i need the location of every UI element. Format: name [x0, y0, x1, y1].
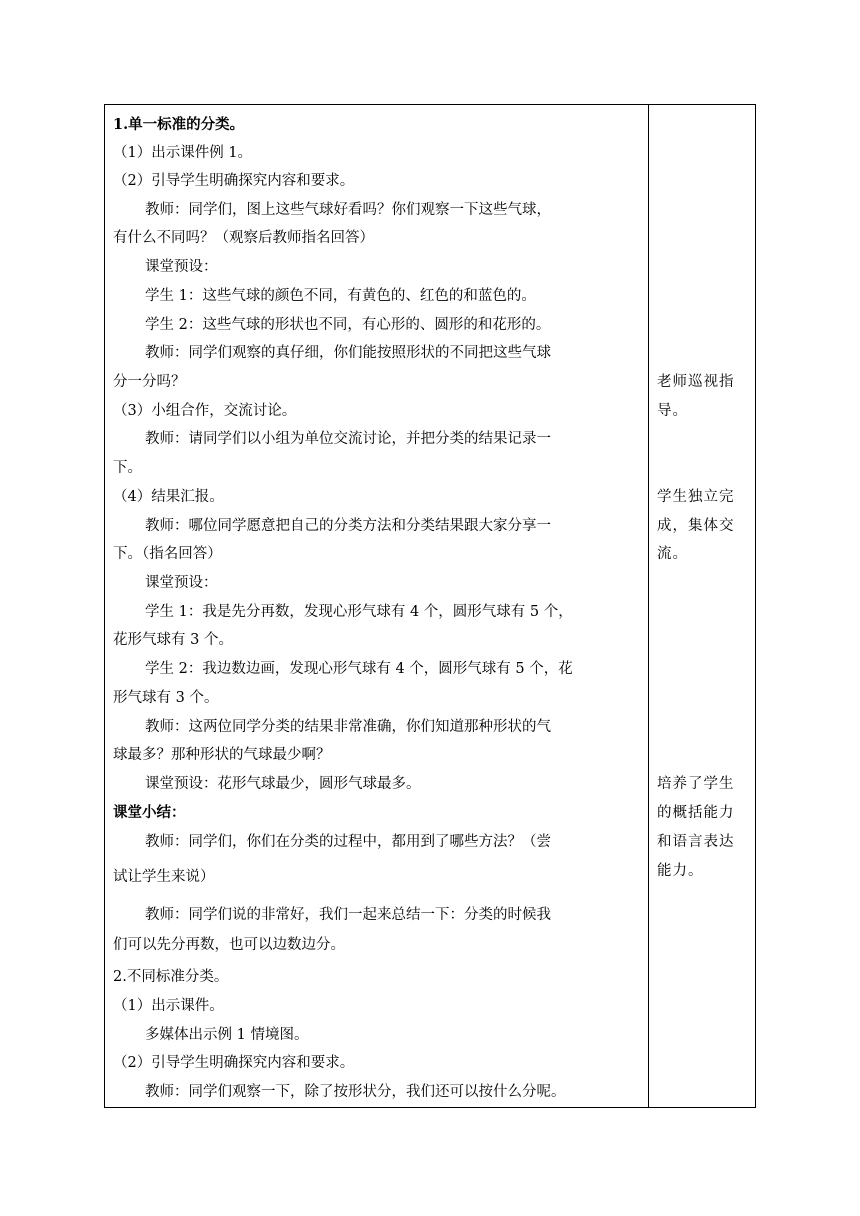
dialogue-line: 有什么不同吗？（观察后教师指名回答） — [113, 230, 374, 246]
side-note-line: 导。 — [657, 403, 688, 419]
dialogue-line: 教师：同学们，图上这些气球好看吗？你们观察一下这些气球， — [145, 202, 551, 218]
design-intent-column — [649, 105, 755, 1107]
dialogue-line: 形气球有 3 个。 — [113, 690, 219, 706]
dialogue-line: 教师：同学们说的非常好，我们一起来总结一下：分类的时候我 — [145, 907, 551, 923]
dialogue-line: 下。（指名回答） — [113, 546, 222, 562]
side-note-line: 成，集体交 — [657, 518, 735, 534]
side-note-line: 学生独立完 — [657, 489, 735, 505]
dialogue-line: 学生 2：这些气球的形状也不同，有心形的、圆形的和花形的。 — [145, 317, 551, 333]
side-note-line: 老师巡视指 — [657, 374, 735, 390]
dialogue-line: 教师：哪位同学愿意把自己的分类方法和分类结果跟大家分享一 — [145, 518, 551, 534]
section-heading: 2.不同标准分类。 — [113, 969, 229, 985]
preset-label: 课堂预设： — [145, 259, 218, 275]
step-line: （2）引导学生明确探究内容和要求。 — [113, 1055, 355, 1071]
dialogue-line: 们可以先分再数，也可以边数边分。 — [113, 937, 345, 953]
step-line: （3）小组合作，交流讨论。 — [113, 403, 297, 419]
side-note-line: 流。 — [657, 546, 688, 562]
lesson-table — [104, 104, 756, 1108]
preset-label: 课堂预设： — [145, 575, 218, 591]
dialogue-line: 教师：这两位同学分类的结果非常准确，你们知道那种形状的气 — [145, 719, 551, 735]
side-note-line: 和语言表达 — [657, 834, 735, 850]
preset-line: 课堂预设：花形气球最少，圆形气球最多。 — [145, 776, 421, 792]
dialogue-line: 教师：同学们观察一下，除了按形状分，我们还可以按什么分呢。 — [145, 1084, 566, 1100]
section-heading: 1.单一标准的分类。 — [113, 116, 245, 133]
dialogue-line: 教师：同学们，你们在分类的过程中，都用到了哪些方法？（尝 — [145, 834, 551, 850]
step-line: 多媒体出示例 1 情境图。 — [145, 1027, 309, 1043]
dialogue-line: 下。 — [113, 460, 142, 476]
step-line: （1）出示课件例 1。 — [113, 145, 253, 161]
dialogue-line: 花形气球有 3 个。 — [113, 632, 233, 648]
step-line: （2）引导学生明确探究内容和要求。 — [113, 173, 355, 189]
dialogue-line: 教师：同学们观察的真仔细，你们能按照形状的不同把这些气球 — [145, 345, 551, 361]
summary-heading: 课堂小结： — [113, 804, 186, 821]
step-line: （4）结果汇报。 — [113, 489, 224, 505]
side-note-line: 的概括能力 — [657, 805, 735, 821]
side-note-line: 培养了学生 — [657, 776, 735, 792]
dialogue-line: 试让学生来说） — [113, 869, 215, 885]
dialogue-line: 学生 1：这些气球的颜色不同，有黄色的、红色的和蓝色的。 — [145, 288, 536, 304]
step-line: （1）出示课件。 — [113, 998, 224, 1014]
dialogue-line: 教师：请同学们以小组为单位交流讨论，并把分类的结果记录一 — [145, 431, 551, 447]
dialogue-line: 球最多？那种形状的气球最少啊？ — [113, 747, 331, 763]
dialogue-line: 学生 2：我边数边画，发现心形气球有 4 个，圆形气球有 5 个，花 — [145, 661, 573, 677]
side-note-line: 能力。 — [657, 863, 704, 879]
dialogue-line: 分一分吗？ — [113, 374, 186, 390]
process-column — [105, 105, 648, 1107]
dialogue-line: 学生 1：我是先分再数，发现心形气球有 4 个，圆形气球有 5 个， — [145, 604, 573, 620]
